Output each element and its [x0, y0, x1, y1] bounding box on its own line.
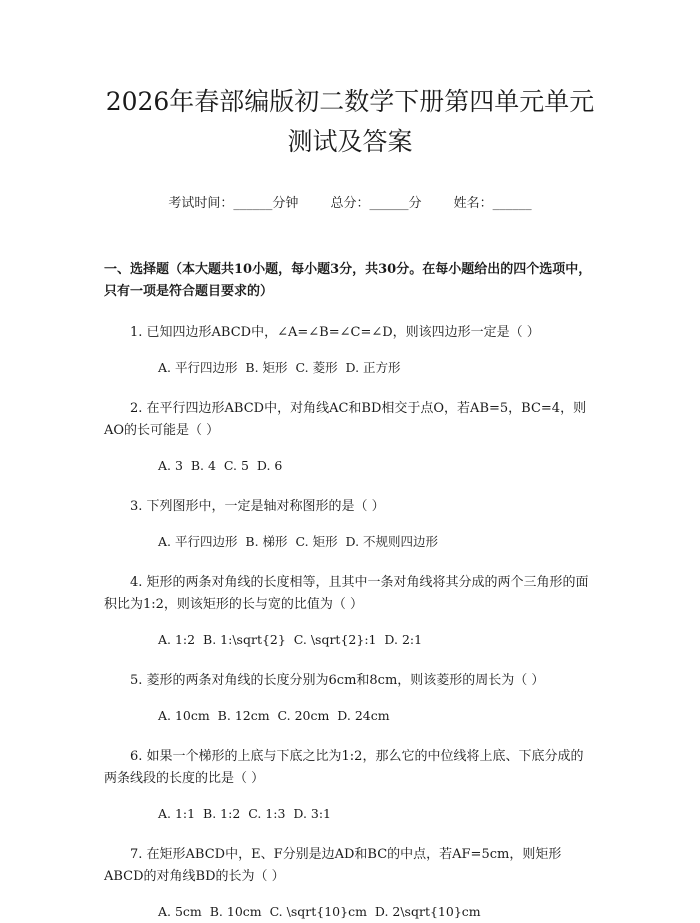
question-stem: 1. 已知四边形ABCD中，∠A=∠B=∠C=∠D，则该四边形一定是（ ）	[130, 325, 540, 340]
question-options: A. 平行四边形 B. 梯形 C. 矩形 D. 不规则四边形	[158, 534, 439, 549]
question-stem: 7. 在矩形ABCD中，E、F分别是边AD和BC的中点，若AF=5cm，则矩形ABCD的对角线BD的长为（ ）	[104, 847, 562, 884]
question-stem: 3. 下列图形中，一定是轴对称图形的是（ ）	[130, 499, 385, 514]
page-title	[104, 0, 596, 162]
question-stem: 5. 菱形的两条对角线的长度分别为6cm和8cm，则该菱形的周长为（ ）	[130, 673, 545, 688]
question-item	[104, 496, 596, 553]
question-item	[104, 746, 596, 825]
question-stem: 4. 矩形的两条对角线的长度相等，且其中一条对角线将其分成的两个三角形的面积比为1:2，则该矩形的长与宽的比值为（ ）	[104, 575, 589, 612]
title-line-1: 2026年春部编版初二数学下册第四单元单元	[105, 87, 595, 116]
total-score-field: 总分：______分	[330, 196, 422, 211]
question-item	[104, 670, 596, 727]
question-options: A. 5cm B. 10cm C. \sqrt{10}cm D. 2\sqrt{10}cm	[158, 904, 481, 919]
question-stem: 6. 如果一个梯形的上底与下底之比为1:2，那么它的中位线将上底、下底分成的两条线段的长度的比是（ ）	[104, 749, 584, 786]
exam-time-field: 考试时间：______分钟	[168, 196, 299, 211]
student-name-field: 姓名：______	[453, 196, 532, 211]
section-heading: 一、选择题（本大题共10小题，每小题3分，共30分。在每小题给出的四个选项中，只有一项是符合题目要求的）	[104, 262, 592, 299]
question-options: A. 1:2 B. 1:\sqrt{2} C. \sqrt{2}:1 D. 2:1	[158, 632, 423, 647]
question-item	[104, 572, 596, 651]
question-item	[104, 844, 596, 923]
question-options: A. 3 B. 4 C. 5 D. 6	[158, 458, 283, 473]
question-options: A. 10cm B. 12cm C. 20cm D. 24cm	[158, 708, 390, 723]
question-options: A. 平行四边形 B. 矩形 C. 菱形 D. 正方形	[158, 360, 401, 375]
title-line-2: 测试及答案	[287, 127, 413, 156]
question-item	[104, 398, 596, 477]
question-stem: 2. 在平行四边形ABCD中，对角线AC和BD相交于点O，若AB=5，BC=4，则AO的长可能是（ ）	[104, 401, 587, 438]
question-item	[104, 322, 596, 379]
exam-info-line	[104, 194, 596, 214]
question-options: A. 1:1 B. 1:2 C. 1:3 D. 3:1	[158, 806, 332, 821]
